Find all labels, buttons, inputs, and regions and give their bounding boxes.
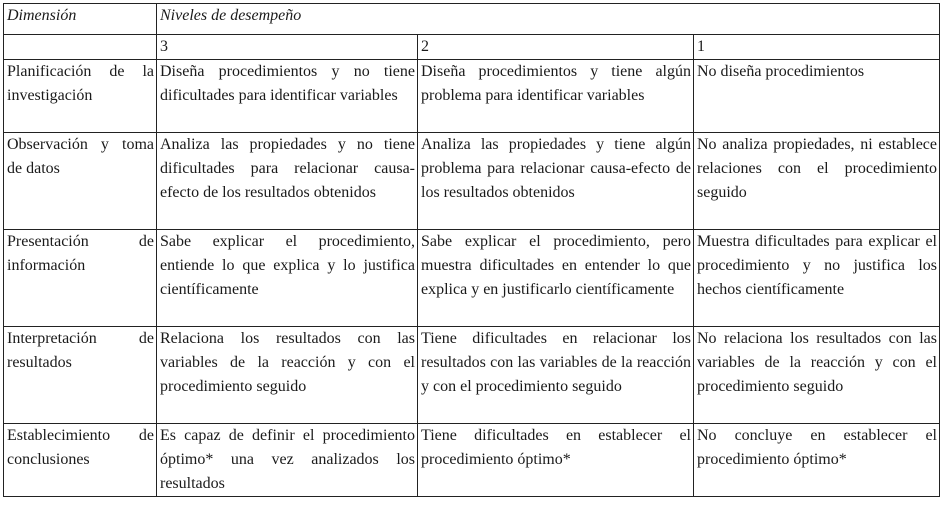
level2-cell: Sabe explicar el procedimiento, pero muestra dificultades en entender lo que explica y en justificarlo científicamente: [418, 230, 694, 327]
levels-header: Niveles de desempeño: [157, 4, 940, 35]
level1-cell: No diseña procedimientos: [694, 60, 940, 133]
dimension-cell: Presentación de información: [4, 230, 157, 327]
level2-cell: Tiene dificultades en establecer el procedimiento óptimo*: [418, 424, 694, 497]
level-number-3: 3: [157, 35, 418, 60]
level2-cell: Tiene dificultades en relacionar los resultados con las variables de la reacción y con el procedimiento seguido: [418, 327, 694, 424]
header-row: [4, 4, 940, 35]
dimension-cell: Establecimiento de conclusiones: [4, 424, 157, 497]
level-number-2: 2: [418, 35, 694, 60]
dimension-cell: Observación y toma de datos: [4, 133, 157, 230]
level1-cell: No relaciona los resultados con las variables de la reacción y con el procedimiento seguido: [694, 327, 940, 424]
level1-cell: No analiza propiedades, ni establece relaciones con el procedimiento seguido: [694, 133, 940, 230]
level1-cell: Muestra dificultades para explicar el procedimiento y no justifica los hechos científicamente: [694, 230, 940, 327]
level-numbers-row: [4, 35, 940, 60]
table-row: [4, 230, 940, 327]
level2-cell: Analiza las propiedades y tiene algún problema para relacionar causa-efecto de los resultados obtenidos: [418, 133, 694, 230]
level3-cell: Diseña procedimientos y no tiene dificultades para identificar variables: [157, 60, 418, 133]
rubric-table: [3, 3, 940, 497]
table-row: [4, 133, 940, 230]
level3-cell: Relaciona los resultados con las variables de la reacción y con el procedimiento seguido: [157, 327, 418, 424]
level2-cell: Diseña procedimientos y tiene algún problema para identificar variables: [418, 60, 694, 133]
level3-cell: Es capaz de definir el procedimiento óptimo* una vez analizados los resultados: [157, 424, 418, 497]
level1-cell: No concluye en establecer el procedimiento óptimo*: [694, 424, 940, 497]
level-number-1: 1: [694, 35, 940, 60]
table-row: [4, 327, 940, 424]
table-row: [4, 424, 940, 497]
dimension-cell: Interpretación de resultados: [4, 327, 157, 424]
empty-cell: [4, 35, 157, 60]
level3-cell: Sabe explicar el procedimiento, entiende lo que explica y lo justifica científicamente: [157, 230, 418, 327]
level3-cell: Analiza las propiedades y no tiene dificultades para relacionar causa-efecto de los resultados obtenidos: [157, 133, 418, 230]
dimension-header: Dimensión: [4, 4, 157, 35]
dimension-cell: Planificación de la investigación: [4, 60, 157, 133]
table-row: [4, 60, 940, 133]
